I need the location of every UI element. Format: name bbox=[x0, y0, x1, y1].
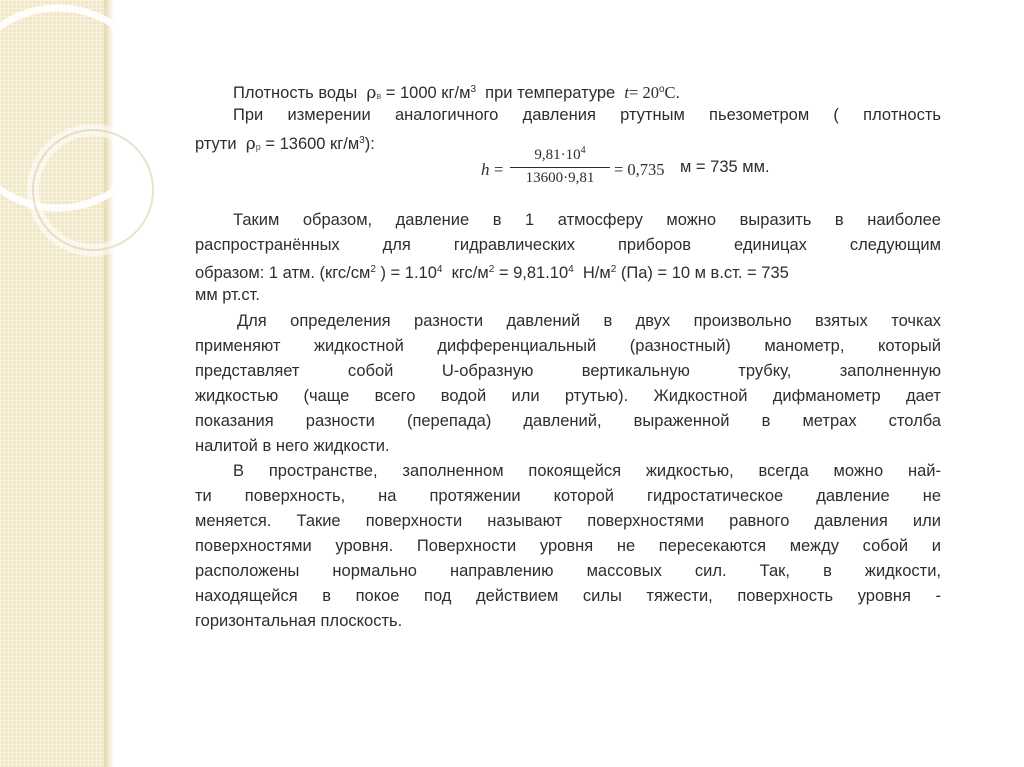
formula-result: = 0,735 bbox=[614, 160, 665, 179]
fraction-bar bbox=[510, 167, 610, 168]
para3-line5: расположены нормально направлению массовых сил. Так, в жидкости, bbox=[195, 562, 941, 580]
para2-line5: показания разности (перепада) давлений, выраженной в метрах столба bbox=[195, 412, 941, 430]
temperature-label: при температуре bbox=[485, 84, 616, 102]
unit-text: (Па) = 10 м в.ст. = 735 bbox=[620, 264, 789, 282]
para3-line3: меняется. Такие поверхности называют поверхностями равного давления или bbox=[195, 512, 941, 530]
formula-numerator bbox=[509, 145, 611, 164]
formula-result-mm: м = 735 мм. bbox=[680, 158, 770, 176]
rho-subscript: р bbox=[255, 142, 261, 152]
unit-text: Н/м bbox=[582, 264, 611, 282]
density-mercury-value: = 13600 кг/м bbox=[265, 135, 360, 153]
para1-line1: Таким образом, давление в 1 атмосферу можно выразить в наиболее bbox=[233, 211, 941, 229]
para1-line4: мм рт.ст. bbox=[195, 286, 260, 304]
rho-subscript: в bbox=[376, 91, 382, 101]
density-water-line bbox=[233, 80, 680, 106]
density-water-value: = 1000 кг/м bbox=[385, 84, 471, 102]
para3-line6: находящейся в покое под действием силы тяжести, поверхность уровня - bbox=[195, 587, 941, 605]
para2-line6: налитой в него жидкости. bbox=[195, 437, 390, 455]
rho-symbol: ρ bbox=[366, 83, 377, 103]
density-water-label: Плотность воды bbox=[233, 84, 358, 102]
para2-line3: представляет собой U-образную вертикальную трубку, заполненную bbox=[195, 362, 941, 380]
para2-line1: Для определения разности давлений в двух произвольно взятых точках bbox=[237, 312, 941, 330]
para3-line2: ти поверхность, на протяжении которой гидростатическое давление не bbox=[195, 487, 941, 505]
para1-line3 bbox=[195, 260, 789, 283]
period: . bbox=[675, 84, 681, 102]
unit-text: ) = 1.10 bbox=[380, 264, 437, 282]
para2-line4: жидкостью (чаще всего водой или ртутью). Жидкостной дифманометр дает bbox=[195, 387, 941, 405]
degree-mark: o bbox=[658, 84, 665, 95]
para2-line2: применяют жидкостной дифференциальный (разностный) манометр, который bbox=[195, 337, 941, 355]
unit-text: = 9,81.10 bbox=[498, 264, 569, 282]
rho-symbol: ρ bbox=[245, 134, 256, 154]
exponent: 2 bbox=[488, 264, 495, 275]
exponent: 2 bbox=[610, 264, 617, 275]
exponent: 4 bbox=[568, 264, 574, 275]
temperature-symbol: t bbox=[624, 83, 630, 102]
mercury-intro-line: При измерении аналогичного давления ртутным пьезометром ( плотность bbox=[233, 106, 941, 124]
formula-variable: h bbox=[481, 160, 490, 179]
numerator-exponent: 4 bbox=[580, 145, 586, 156]
para3-line1: В пространстве, заполненном покоящейся жидкостью, всегда можно най- bbox=[233, 462, 941, 480]
para3-line4: поверхностями уровня. Поверхности уровня не пересекаются между собой и bbox=[195, 537, 941, 555]
formula-denominator: 13600·9,81 bbox=[525, 170, 595, 186]
unit-text: кгс/м bbox=[451, 264, 489, 282]
formula-equals: = bbox=[494, 160, 504, 179]
temperature-unit: C bbox=[664, 83, 676, 102]
mercury-label: ртути bbox=[195, 135, 237, 153]
para1-line2: распространённых для гидравлических приборов единицах следующим bbox=[195, 236, 941, 254]
para3-line7: горизонтальная плоскость. bbox=[195, 612, 403, 630]
unit-text: образом: 1 атм. (кгс/см bbox=[195, 264, 371, 282]
exponent: 3 bbox=[470, 84, 476, 95]
numerator-text: 9,81·10 bbox=[534, 147, 581, 163]
density-mercury-line bbox=[195, 131, 375, 157]
exponent: 4 bbox=[436, 264, 443, 275]
closing-paren: ): bbox=[364, 135, 375, 153]
exponent: 3 bbox=[359, 135, 365, 146]
temperature-value: = 20 bbox=[629, 83, 659, 102]
exponent: 2 bbox=[370, 264, 376, 275]
